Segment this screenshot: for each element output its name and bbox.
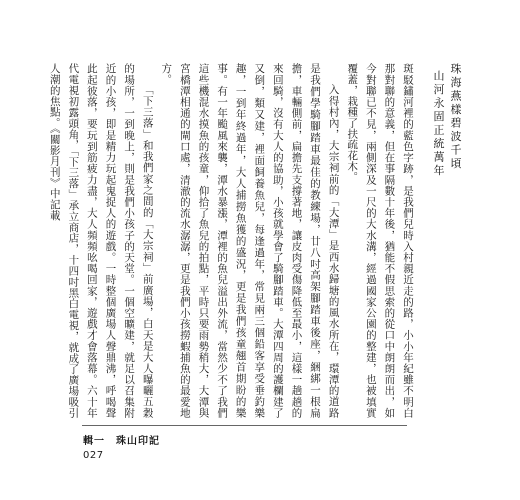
- header-title-1: 珠海燕樣碧波千頃: [449, 63, 462, 171]
- header-title-2: 山河永固正統萬年: [432, 70, 445, 178]
- paragraph-1: 斑駁鏽河裡的藍色字跡，是我們兒時入村親近走的路，小小年紀雖不明白那對聯的意義，但在事隔數十年後，猶能不假思索的從口中朗朗而出，如今對聯已不見，兩側深及一尺的大水溝，經過國家公園的整建，也被填實覆蓋，栽種了扶疏花木。: [346, 63, 414, 418]
- paragraph-2: 入得村內，大宗祠前的「大潭」是西水歸塘的風水所在，環潭的道路是我們學騎腳踏車最佳的教練場，廿八吋高架腳踏車後座，綑綁一根扁擔，車輛側前，扁擔先支撐著地，讓皮肉受傷降低至最小，這樣一趟趟的來回騎，沒有大人的協助，小孩就學會了騎腳踏車。大潭四周的護欄建了又倒，類又建，裡面飼養魚兒，每逢過年，常見兩三個鉛客享受垂釣樂趣，一到年終過年，大人捕撈魚獲的盛況，更是我們孩童翹首期盼的樂事。有一年颱風來襲，潭水暴漲，潭裡的魚兒溢出外流，當然少不了我們這些機混水摸魚的孩童，仰拾了魚兒的拍點，平時只要雨勢稍大，大潭與宮橋潭相通的閘口處，清澈的流水潺潺，更是我們小孩撈蝦捕魚的最愛地方。: [160, 63, 340, 418]
- chapter-label: 輯一 珠山印記: [83, 436, 160, 447]
- body-text: [48, 63, 417, 418]
- paragraph-3: 「下三落」和我們家之間的「大宗祠」前廣場，白天是大人曝曬五穀的場所，一到晚上，則是我們小孩子的天堂。一個空曠建，就足以召集附近的小孩，即是精力玩起鬼捉人的遊戲。一時整個廣場人聲鼎沸，呼喝聲此起彼落，要玩到筋疲力盡，大人頻頻吆喝回家，遊戲才會落幕。六十年代電視初露頭角，「下三落」承立商店，十四吋黑白電視，就成了廣場吸引人潮的焦點。《關影月刊》中記載: [48, 63, 154, 418]
- page-number: 027: [83, 450, 104, 461]
- footer-divider: [82, 425, 407, 426]
